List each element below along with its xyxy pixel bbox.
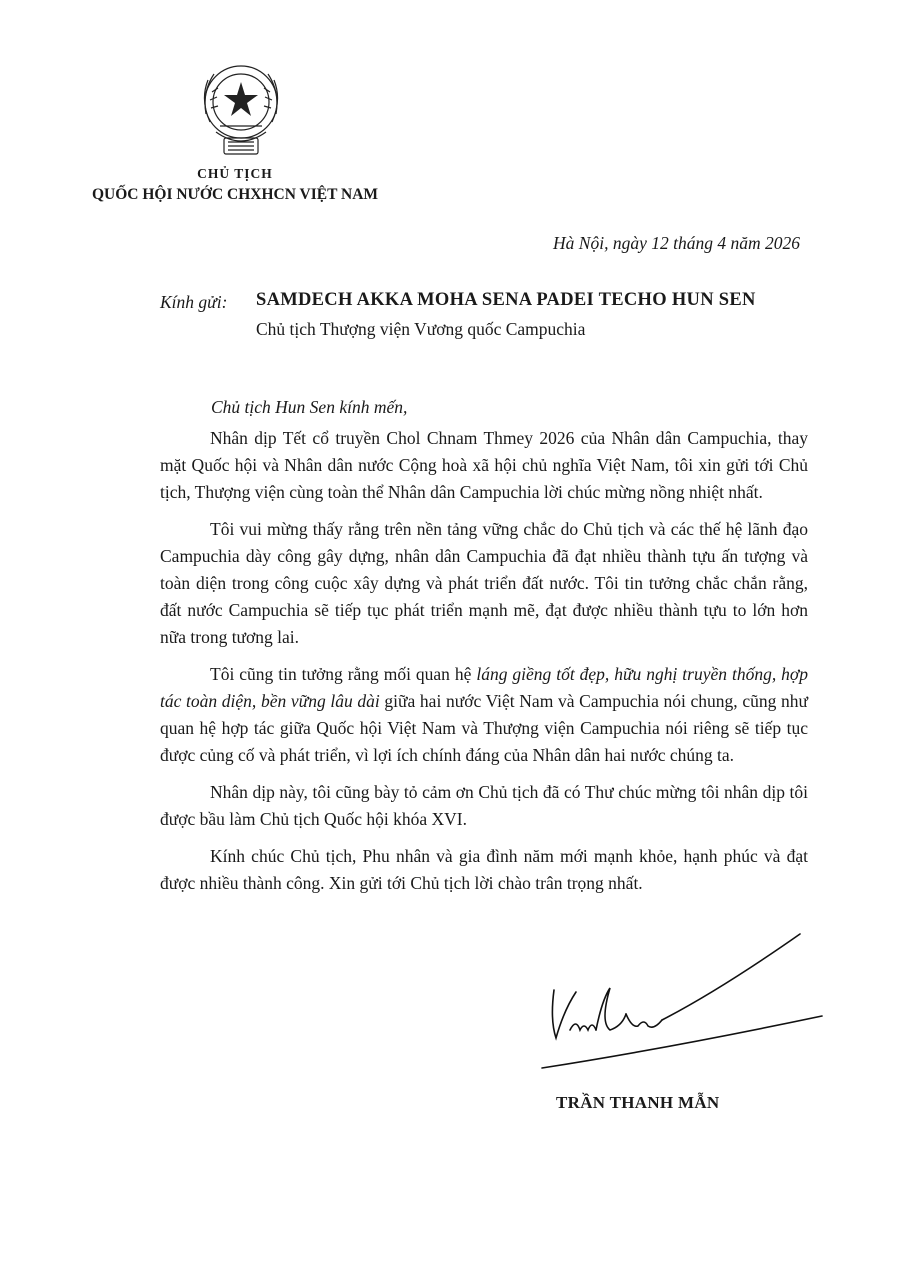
paragraph-3-lead: Tôi cũng tin tưởng rằng mối quan hệ [210,664,477,684]
paragraph-3-emphasis: láng giềng tốt đẹp, hữu nghị truyền thống, hợp tác toàn diện, bền vững lâu dài [160,664,808,711]
handwritten-signature [530,930,830,1080]
salutation: Chủ tịch Hun Sen kính mến, [211,397,408,417]
letter-body [160,425,808,907]
national-emblem-icon [198,62,284,162]
signer-name: TRẦN THANH MẪN [556,1093,720,1112]
paragraph-3-tail: giữa hai nước Việt Nam và Campuchia nói chung, cũng như quan hệ hợp tác giữa Quốc hội Việt Nam và Thượng viện Campuchia nói riêng sẽ tiếp tục được củng cố và phát triển, vì lợi ích chính đáng của Nhân dân hai nước chúng ta. [160,691,808,765]
paragraph-2: Tôi vui mừng thấy rằng trên nền tảng vững chắc do Chủ tịch và các thế hệ lãnh đạo Campuchia dày công gây dựng, nhân dân Campuchia đã đạt nhiều thành tựu ấn tượng và toàn diện trong công cuộc xây dựng và phát triển đất nước. Tôi tin tưởng chắc chắn rằng, đất nước Campuchia sẽ tiếp tục phát triển mạnh mẽ, đạt được nhiều thành tựu to lớn hơn nữa trong tương lai. [160,519,808,647]
org-title: CHỦ TỊCH [197,166,273,181]
recipient-name: SAMDECH AKKA MOHA SENA PADEI TECHO HUN SEN [256,290,756,310]
paragraph-1: Nhân dịp Tết cổ truyền Chol Chnam Thmey 2026 của Nhân dân Campuchia, thay mặt Quốc hội và Nhân dân nước Cộng hoà xã hội chủ nghĩa Việt Nam, tôi xin gửi tới Chủ tịch, Thượng viện cùng toàn thể Nhân dân Campuchia lời chúc mừng nồng nhiệt nhất. [160,428,808,502]
org-name: QUỐC HỘI NƯỚC CHXHCN VIỆT NAM [91,186,379,203]
recipient-label: Kính gửi: [160,292,228,312]
paragraph-3 [160,661,808,769]
paragraph-5: Kính chúc Chủ tịch, Phu nhân và gia đình năm mới mạnh khỏe, hạnh phúc và đạt được nhiều thành công. Xin gửi tới Chủ tịch lời chào trân trọng nhất. [160,846,808,893]
paragraph-4: Nhân dịp này, tôi cũng bày tỏ cảm ơn Chủ tịch đã có Thư chúc mừng tôi nhân dịp tôi được bầu làm Chủ tịch Quốc hội khóa XVI. [160,782,808,829]
recipient-title: Chủ tịch Thượng viện Vương quốc Campuchia [256,319,586,339]
date-line: Hà Nội, ngày 12 tháng 4 năm 2026 [553,233,800,253]
